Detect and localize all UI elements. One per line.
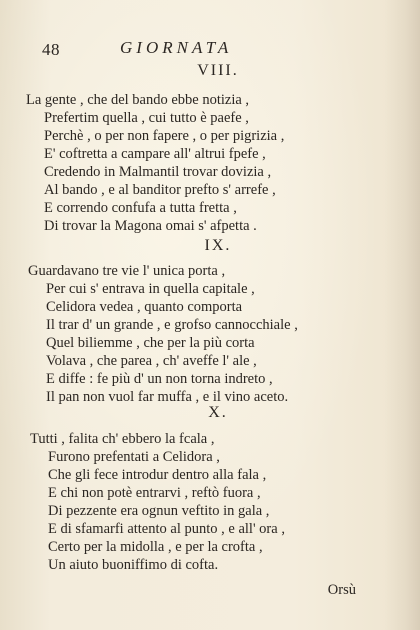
stanza-viii (0, 91, 420, 235)
verse-line: Che gli fece introdur dentro alla fala , (48, 467, 267, 483)
running-head: GIORNATA (120, 38, 233, 57)
section-heading-x: X. (208, 404, 228, 421)
verse-line: Per cui s' entrava in quella capitale , (46, 281, 255, 297)
page-number: 48 (42, 40, 60, 59)
verse-line: Un aiuto buoniffimo di cofta. (48, 557, 219, 573)
verse-line: Guardavano tre vie l' unica porta , (28, 263, 226, 279)
verse-line: Quel biliemme , che per la più corta (46, 335, 255, 351)
verse-line: Tutti , falita ch' ebbero la fcala , (30, 431, 215, 447)
page-header (40, 38, 380, 60)
verse-line: Al bando , e al banditor prefto s' arrefe , (44, 182, 276, 198)
verse-line: Certo per la midolla , e per la crofta , (48, 539, 263, 555)
stanza-ix (0, 262, 420, 406)
verse-line: Furono prefentati a Celidora , (48, 449, 220, 465)
verse-line: E di sfamarfi attento al punto , e all' ora , (48, 521, 285, 537)
verse-line: La gente , che del bando ebbe notizia , (26, 92, 250, 108)
verse-line: Il pan non vuol far muffa , e il vino aceto. (46, 389, 289, 405)
section-heading-viii: VIII. (197, 62, 239, 79)
section-heading-ix: IX. (204, 237, 232, 254)
verse-line: Di trovar la Magona omai s' afpetta . (44, 218, 257, 234)
verse-line: E diffe : fe più d' un non torna indreto , (46, 371, 273, 387)
verse-line: Il trar d' un grande , e grofso cannocchiale , (46, 317, 298, 333)
verse-line: Credendo in Malmantil trovar dovizia , (44, 164, 272, 180)
verse-line: Volava , che parea , ch' aveffe l' ale , (46, 353, 257, 369)
verse-line: Di pezzente era ognun veftito in gala , (48, 503, 270, 519)
verse-line: E correndo confufa a tutta fretta , (44, 200, 237, 216)
stanza-x (0, 430, 420, 574)
verse-line: Celidora vedea , quanto comporta (46, 299, 243, 315)
catchword: Orsù (327, 582, 356, 598)
verse-line: E' coftretta a campare all' altrui fpefe , (44, 146, 266, 162)
verse-line: Prefertim quella , cui tutto è paefe , (44, 110, 249, 126)
verse-line: Perchè , o per non fapere , o per pigrizia , (44, 128, 285, 144)
verse-line: E chi non potè entrarvi , reftò fuora , (48, 485, 261, 501)
